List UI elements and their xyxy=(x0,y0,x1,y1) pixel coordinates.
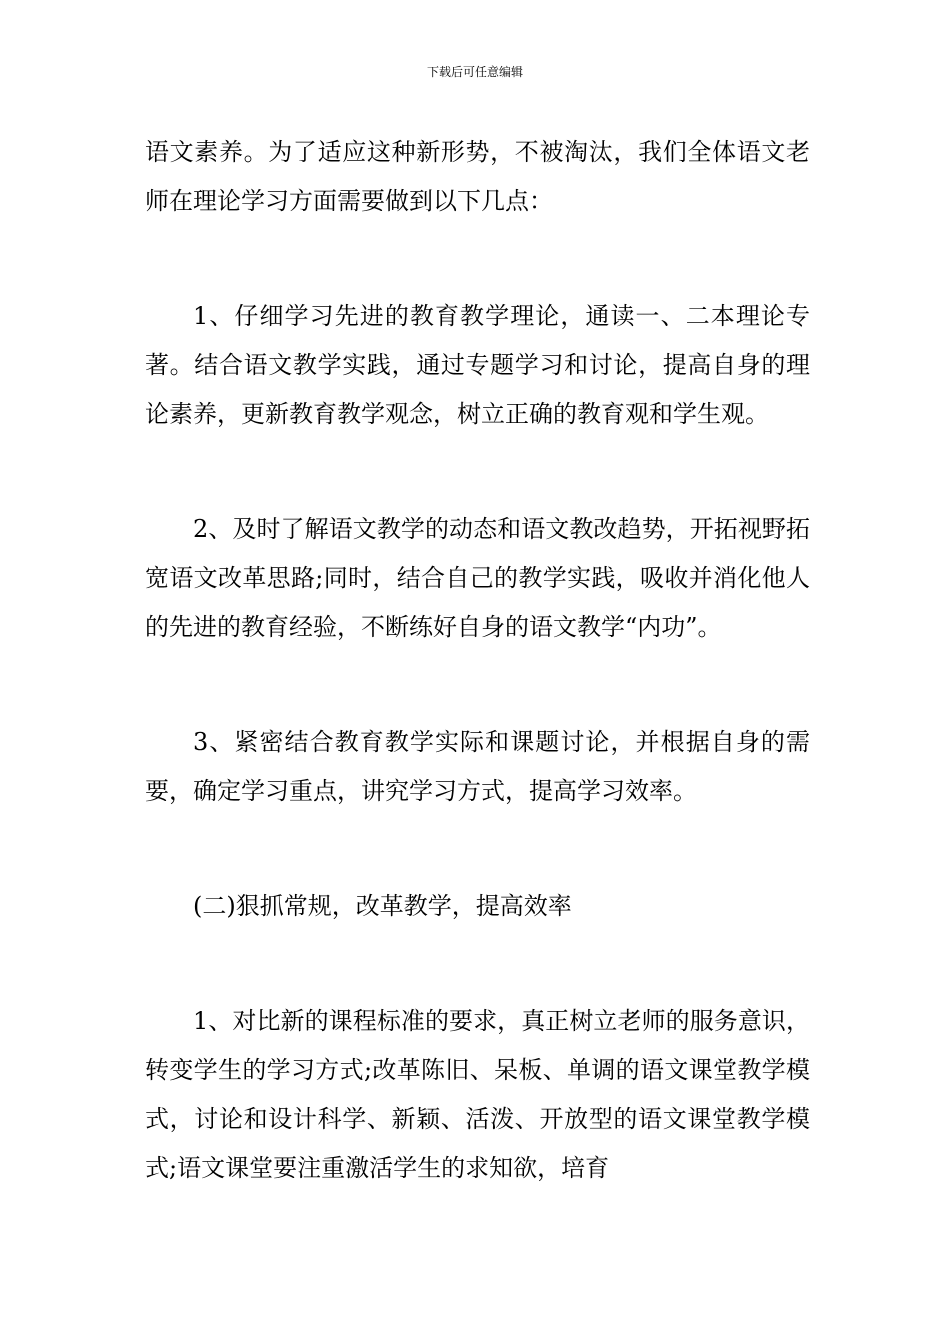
document-body xyxy=(145,128,810,1193)
paragraph-gap xyxy=(145,816,810,882)
paragraph-gap xyxy=(145,652,810,718)
paragraph-gap xyxy=(145,226,810,292)
paragraph-gap xyxy=(145,931,810,997)
paragraph-item-4: 1、对比新的课程标准的要求，真正树立老师的服务意识，转变学生的学习方式;改革陈旧、呆板、单调的语文课堂教学模式，讨论和设计科学、新颖、活泼、开放型的语文课堂教学模式;语文课堂要注重激活学生的求知欲，培育 xyxy=(145,1007,810,1182)
paragraph-item-2: 2、及时了解语文教学的动态和语文教改趋势，开拓视野拓宽语文改革思路;同时，结合自己的教学实践，吸收并消化他人的先进的教育经验，不断练好自身的语文教学“内功”。 xyxy=(145,515,810,641)
paragraph-item-1: 1、仔细学习先进的教育教学理论，通读一、二本理论专著。结合语文教学实践，通过专题学习和讨论，提高自身的理论素养，更新教育教学观念，树立正确的教育观和学生观。 xyxy=(145,302,810,428)
paragraph-item-3: 3、紧密结合教育教学实际和课题讨论，并根据自身的需要，确定学习重点，讲究学习方式，提高学习效率。 xyxy=(145,728,810,805)
section-heading: (二)狠抓常规，改革教学，提高效率 xyxy=(193,892,572,920)
paragraph-intro: 语文素养。为了适应这种新形势，不被淘汰，我们全体语文老师在理论学习方面需要做到以下几点： xyxy=(145,138,810,215)
page-header-note: 下载后可任意编辑 xyxy=(426,65,523,79)
paragraph-gap xyxy=(145,439,810,505)
